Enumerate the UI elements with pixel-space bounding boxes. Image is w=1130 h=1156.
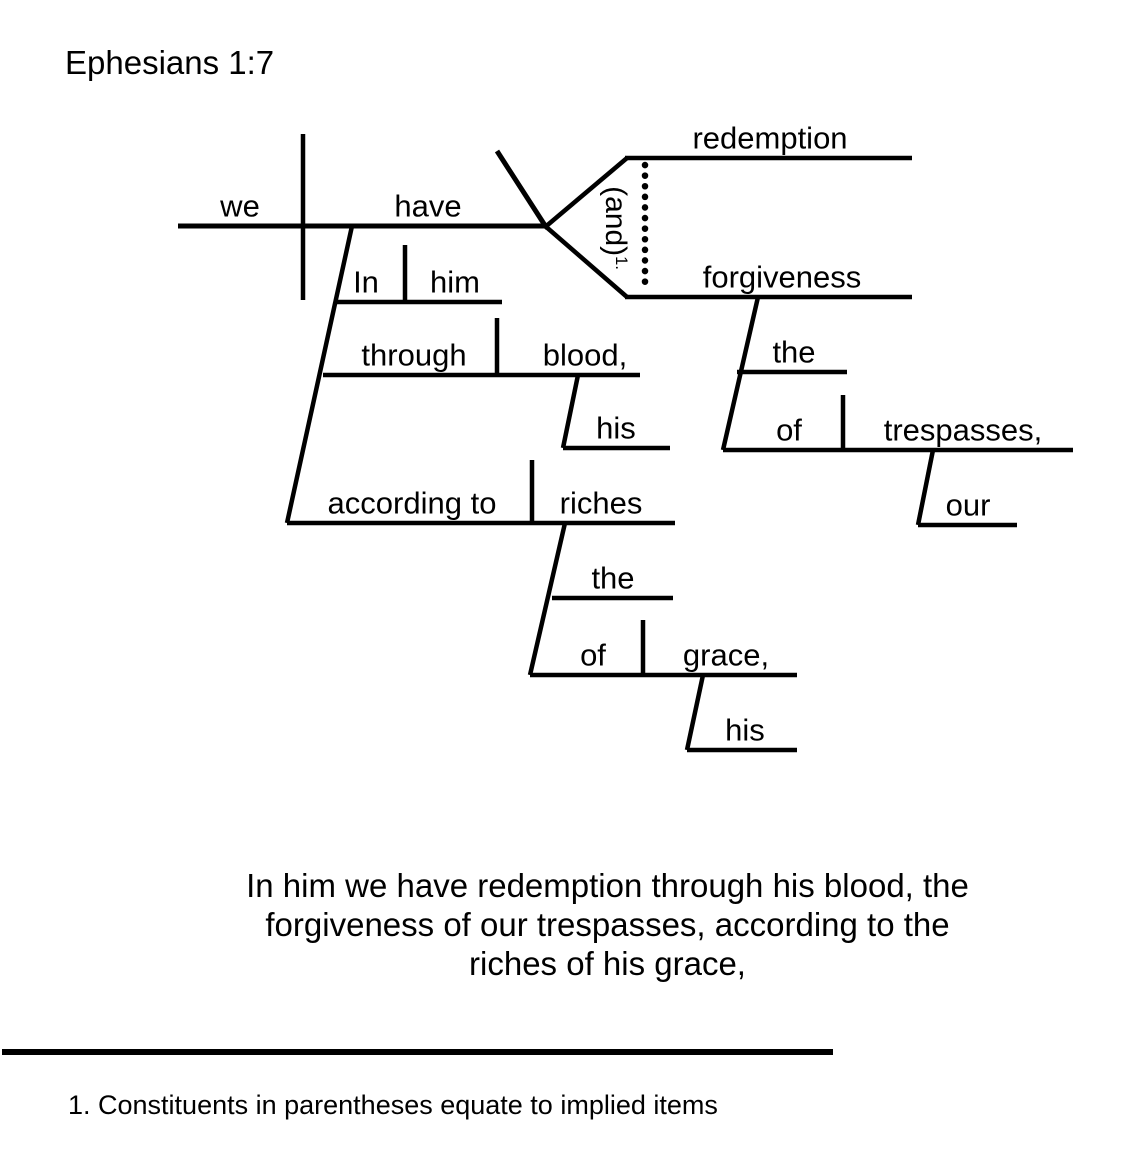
word-prep-of-grace: of	[580, 637, 606, 673]
word-prep-according-to: according to	[327, 485, 497, 521]
verse-line-3: riches of his grace,	[469, 945, 746, 982]
word-conjunction	[598, 186, 632, 270]
word-his-blood: his	[596, 410, 636, 446]
word-prep-of-trespasses: of	[776, 412, 802, 448]
verb-object-slant	[497, 151, 546, 227]
blood-possessive-slant	[563, 375, 578, 448]
word-object-forgiveness: forgiveness	[702, 259, 862, 295]
word-grace: grace,	[682, 637, 770, 673]
word-the-forgiveness: the	[772, 334, 816, 370]
word-blood: blood,	[542, 337, 628, 373]
word-the-riches: the	[591, 560, 635, 596]
word-subject: we	[220, 188, 260, 224]
verse-text	[150, 866, 1065, 983]
verse-line-2: forgiveness of our trespasses, according to the	[265, 906, 950, 943]
word-our: our	[945, 487, 991, 523]
footnote-text: 1. Constituents in parentheses equate to implied items	[68, 1090, 718, 1120]
conjunction-label: (and)	[599, 186, 632, 257]
word-object-redemption: redemption	[692, 120, 848, 156]
word-prep-through: through	[361, 337, 467, 373]
word-riches: riches	[559, 485, 643, 521]
verse-line-1: In him we have redemption through his blood, the	[246, 867, 969, 904]
word-his-grace: his	[725, 712, 765, 748]
trespasses-possessive-slant	[918, 450, 933, 525]
conjunction-note-ref: 1.	[611, 256, 630, 270]
word-trespasses: trespasses,	[883, 412, 1043, 448]
grace-possessive-slant	[687, 675, 703, 750]
page-title: Ephesians 1:7	[65, 44, 275, 81]
word-prep-in: In	[353, 264, 379, 300]
word-him: him	[430, 264, 480, 300]
word-verb: have	[394, 188, 462, 224]
